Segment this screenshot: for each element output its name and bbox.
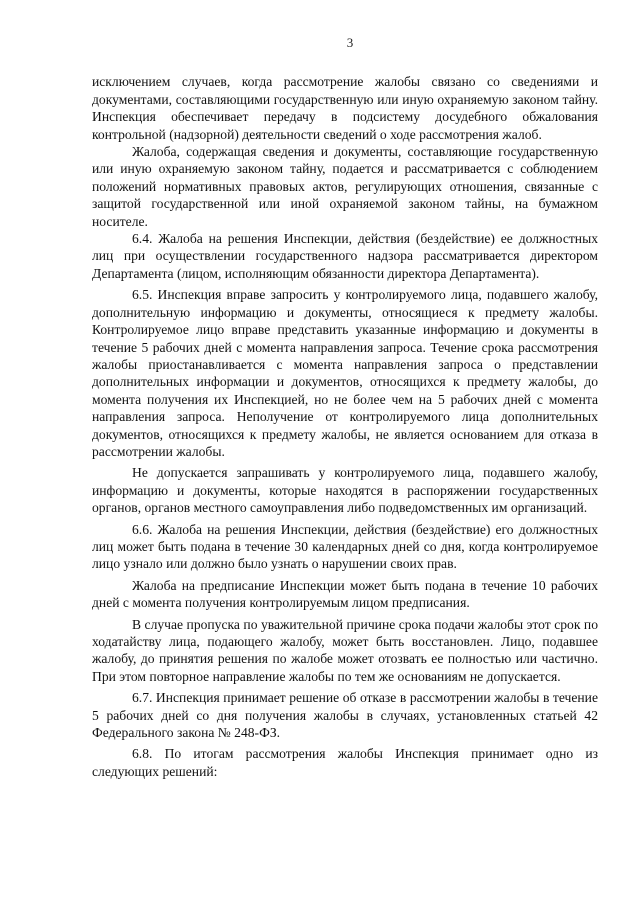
paragraph-6-6: 6.6. Жалоба на решения Инспекции, действия (бездействие) его должностных лиц может быть подана в течение 30 календарных дней со дня, когда контролируемое лицо узнало или должно было узнать о нарушении своих прав. xyxy=(92,521,598,572)
page-number: 3 xyxy=(346,35,354,50)
paragraph-6-4: 6.4. Жалоба на решения Инспекции, действия (бездействие) ее должностных лиц при осуществлении государственного надзора рассматривается директором Департамента (лицом, исполняющим обязанности директора Департамента). xyxy=(92,231,598,281)
paragraph-no-request: Не допускается запрашивать у контролируемого лица, подавшего жалобу, информацию и документы, которые находятся в распоряжении государственных органов, органов местного самоуправления либо подведомственных им организаций. xyxy=(92,465,598,516)
paragraph-6-7: 6.7. Инспекция принимает решение об отказе в рассмотрении жалобы в течение 5 рабочих дней со дня получения жалобы в случаях, установленных статьей 42 Федерального закона № 248-ФЗ. xyxy=(92,690,598,741)
paragraph-secret-complaint: Жалоба, содержащая сведения и документы, составляющие государственную или иную охраняемую законом тайну, подается и рассматривается с соблюдением положений нормативных правовых актов, регулирующих отношения, связанные с защитой государственной или иной охраняемой законом тайны, на бумажном носителе. xyxy=(92,144,598,229)
paragraph-prescription-complaint: Жалоба на предписание Инспекции может быть подана в течение 10 рабочих дней с момента получения контролируемым лицом предписания. xyxy=(92,577,598,611)
paragraph-6-5: 6.5. Инспекция вправе запросить у контролируемого лица, подавшего жалобу, дополнительную информацию и документы, относящиеся к предмету жалобы. Контролируемое лицо вправе представить указанные информацию и документы в течение 5 рабочих дней с момента направления запроса. Течение срока рассмотрения жалобы приостанавливается с момента направления запроса о представлении дополнительных информации и документов, относящихся к предмету жалобы, до момента получения их Инспекцией, но не более чем на 5 рабочих дней с момента направления запроса. Неполучение от контролируемого лица дополнительных документов, относящихся к предмету жалобы, не является основанием для отказа в рассмотрении жалобы. xyxy=(92,287,598,459)
paragraph-continuation: исключением случаев, когда рассмотрение жалобы связано со сведениями и документами, составляющими государственную или иную охраняемую законом тайну. Инспекция обеспечивает передачу в подсистему досудебного обжалования контрольной (надзорной) деятельности сведений о ходе рассмотрения жалоб. xyxy=(92,74,598,142)
paragraph-deadline-restore: В случае пропуска по уважительной причине срока подачи жалобы этот срок по ходатайству лица, подающего жалобу, может быть восстановлен. Лицо, подавшее жалобу, до принятия решения по жалобе может отозвать ее полностью или частично. При этом повторное направление жалобы по тем же основаниям не допускается. xyxy=(92,616,598,684)
paragraph-6-8: 6.8. По итогам рассмотрения жалобы Инспекция принимает одно из следующих решений: xyxy=(92,746,598,779)
